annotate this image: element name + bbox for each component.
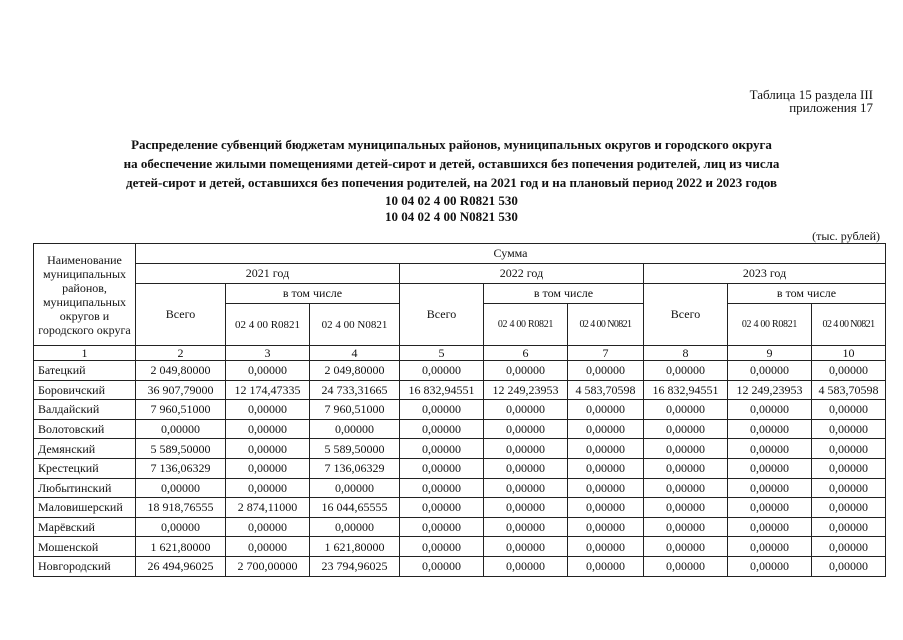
amount-cell: 0,00000: [812, 458, 886, 478]
amount-cell: 0,00000: [568, 419, 644, 439]
amount-cell: 24 733,31665: [310, 380, 400, 400]
amount-cell: 0,00000: [644, 458, 728, 478]
amount-cell: 0,00000: [484, 458, 568, 478]
amount-cell: 0,00000: [812, 537, 886, 557]
amount-cell: 0,00000: [400, 400, 484, 420]
amount-cell: 0,00000: [136, 517, 226, 537]
column-number: 7: [568, 346, 644, 361]
amount-cell: 0,00000: [484, 556, 568, 576]
table-row: [34, 419, 886, 439]
amount-cell: 0,00000: [728, 478, 812, 498]
district-name-cell: Крестецкий: [34, 458, 136, 478]
amount-cell: 0,00000: [226, 439, 310, 459]
column-number: 2: [136, 346, 226, 361]
amount-cell: 16 832,94551: [400, 380, 484, 400]
amount-cell: 2 700,00000: [226, 556, 310, 576]
amount-cell: 0,00000: [310, 419, 400, 439]
amount-cell: 0,00000: [568, 517, 644, 537]
amount-cell: 0,00000: [568, 478, 644, 498]
amount-cell: 0,00000: [644, 537, 728, 557]
district-name-cell: Мошенской: [34, 537, 136, 557]
amount-cell: 0,00000: [812, 556, 886, 576]
amount-cell: 0,00000: [136, 478, 226, 498]
code-header-2023-n: 02 4 00 N0821: [812, 304, 886, 346]
amount-cell: 7 136,06329: [136, 458, 226, 478]
amount-cell: 0,00000: [400, 537, 484, 557]
amount-cell: 0,00000: [728, 556, 812, 576]
district-name-cell: Любытинский: [34, 478, 136, 498]
amount-cell: 12 174,47335: [226, 380, 310, 400]
amount-cell: 0,00000: [568, 498, 644, 518]
amount-cell: 0,00000: [226, 537, 310, 557]
district-name-cell: Демянский: [34, 439, 136, 459]
amount-cell: 0,00000: [568, 400, 644, 420]
table-row: [34, 380, 886, 400]
amount-cell: 0,00000: [728, 498, 812, 518]
including-header-2023: в том числе: [728, 284, 886, 304]
amount-cell: 0,00000: [728, 400, 812, 420]
amount-cell: 0,00000: [568, 439, 644, 459]
amount-cell: 0,00000: [644, 419, 728, 439]
column-number: 10: [812, 346, 886, 361]
column-number: 8: [644, 346, 728, 361]
budget-code-line: 10 04 02 4 00 N0821 530: [385, 209, 518, 224]
amount-cell: 0,00000: [226, 478, 310, 498]
budget-codes: [0, 193, 903, 225]
amount-cell: 0,00000: [226, 517, 310, 537]
amount-cell: 0,00000: [728, 517, 812, 537]
amount-cell: 0,00000: [484, 498, 568, 518]
units-label: (тыс. рублей): [812, 229, 880, 243]
amount-cell: 0,00000: [400, 361, 484, 381]
amount-cell: 7 136,06329: [310, 458, 400, 478]
column-number: 5: [400, 346, 484, 361]
amount-cell: 0,00000: [226, 458, 310, 478]
amount-cell: 0,00000: [484, 478, 568, 498]
table-row: [34, 498, 886, 518]
district-name-header: Наименование муниципальных районов, муниципальных округов и городского округа: [34, 244, 136, 346]
amount-cell: 0,00000: [812, 439, 886, 459]
year-header-2021: 2021 год: [136, 264, 400, 284]
amount-cell: 12 249,23953: [728, 380, 812, 400]
year-header-2022: 2022 год: [400, 264, 644, 284]
table-row: [34, 361, 886, 381]
budget-code-line: 10 04 02 4 00 R0821 530: [385, 193, 518, 208]
amount-cell: 0,00000: [310, 517, 400, 537]
amount-cell: 36 907,79000: [136, 380, 226, 400]
including-header-2021: в том числе: [226, 284, 400, 304]
amount-cell: 1 621,80000: [310, 537, 400, 557]
amount-cell: 0,00000: [644, 361, 728, 381]
column-number: 3: [226, 346, 310, 361]
amount-cell: 0,00000: [226, 361, 310, 381]
amount-cell: 0,00000: [728, 439, 812, 459]
amount-cell: 0,00000: [568, 537, 644, 557]
amount-cell: 23 794,96025: [310, 556, 400, 576]
including-header-2022: в том числе: [484, 284, 644, 304]
amount-cell: 0,00000: [568, 458, 644, 478]
code-header-2022-r: 02 4 00 R0821: [484, 304, 568, 346]
code-header-2022-n: 02 4 00 N0821: [568, 304, 644, 346]
amount-cell: 0,00000: [400, 439, 484, 459]
district-name-cell: Новгородский: [34, 556, 136, 576]
amount-cell: 0,00000: [226, 400, 310, 420]
code-header-2021-r: 02 4 00 R0821: [226, 304, 310, 346]
amount-cell: 2 049,80000: [136, 361, 226, 381]
column-number: 1: [34, 346, 136, 361]
code-header-2023-r: 02 4 00 R0821: [728, 304, 812, 346]
column-number: 6: [484, 346, 568, 361]
amount-cell: 0,00000: [812, 517, 886, 537]
table-reference: [750, 88, 873, 114]
amount-cell: 4 583,70598: [568, 380, 644, 400]
table-row: [34, 556, 886, 576]
amount-cell: 0,00000: [812, 419, 886, 439]
subvention-table: [33, 243, 886, 577]
district-name-cell: Валдайский: [34, 400, 136, 420]
year-header-2023: 2023 год: [644, 264, 886, 284]
total-header-2022: Всего: [400, 284, 484, 346]
column-number: 4: [310, 346, 400, 361]
district-name-cell: Марёвский: [34, 517, 136, 537]
amount-cell: 0,00000: [568, 361, 644, 381]
amount-cell: 5 589,50000: [136, 439, 226, 459]
amount-cell: 0,00000: [812, 478, 886, 498]
amount-cell: 4 583,70598: [812, 380, 886, 400]
amount-cell: 2 049,80000: [310, 361, 400, 381]
amount-cell: 16 044,65555: [310, 498, 400, 518]
amount-cell: 0,00000: [400, 556, 484, 576]
table-row: [34, 439, 886, 459]
table-row: [34, 400, 886, 420]
code-header-2021-n: 02 4 00 N0821: [310, 304, 400, 346]
amount-cell: 0,00000: [728, 458, 812, 478]
appendix-reference-line: приложения 17: [789, 100, 873, 115]
amount-cell: 0,00000: [484, 517, 568, 537]
amount-cell: 0,00000: [400, 458, 484, 478]
amount-cell: 0,00000: [568, 556, 644, 576]
amount-cell: 0,00000: [644, 478, 728, 498]
amount-cell: 0,00000: [226, 419, 310, 439]
column-number-row: [34, 346, 886, 361]
amount-cell: 0,00000: [400, 517, 484, 537]
amount-cell: 0,00000: [644, 498, 728, 518]
column-number: 9: [728, 346, 812, 361]
amount-cell: 0,00000: [644, 517, 728, 537]
amount-cell: 0,00000: [812, 400, 886, 420]
amount-cell: 18 918,76555: [136, 498, 226, 518]
amount-cell: 0,00000: [310, 478, 400, 498]
table-row: [34, 458, 886, 478]
amount-cell: 0,00000: [484, 439, 568, 459]
amount-cell: 0,00000: [812, 361, 886, 381]
table-row: [34, 517, 886, 537]
amount-cell: 0,00000: [400, 419, 484, 439]
amount-cell: 0,00000: [136, 419, 226, 439]
amount-cell: 0,00000: [728, 361, 812, 381]
amount-cell: 0,00000: [644, 556, 728, 576]
document-title: [40, 135, 863, 192]
amount-cell: 2 874,11000: [226, 498, 310, 518]
amount-cell: 0,00000: [644, 439, 728, 459]
total-header-2023: Всего: [644, 284, 728, 346]
amount-cell: 0,00000: [484, 419, 568, 439]
table-reference-line: Таблица 15 раздела III: [749, 87, 873, 102]
amount-cell: 26 494,96025: [136, 556, 226, 576]
district-name-cell: Маловишерский: [34, 498, 136, 518]
total-header-2021: Всего: [136, 284, 226, 346]
district-name-cell: Батецкий: [34, 361, 136, 381]
district-name-cell: Волотовский: [34, 419, 136, 439]
amount-cell: 0,00000: [644, 400, 728, 420]
amount-cell: 12 249,23953: [484, 380, 568, 400]
amount-cell: 0,00000: [728, 419, 812, 439]
table-row: [34, 537, 886, 557]
amount-cell: 0,00000: [484, 400, 568, 420]
amount-cell: 0,00000: [484, 537, 568, 557]
title-line: на обеспечение жилыми помещениями детей-сирот и детей, оставшихся без попечения родителей, лиц из числа: [123, 156, 780, 171]
table-row: [34, 478, 886, 498]
district-name-cell: Боровичский: [34, 380, 136, 400]
amount-cell: 0,00000: [400, 498, 484, 518]
amount-cell: 0,00000: [400, 478, 484, 498]
amount-cell: 5 589,50000: [310, 439, 400, 459]
title-line: Распределение субвенций бюджетам муниципальных районов, муниципальных округов и городского округа: [131, 137, 772, 152]
amount-cell: 7 960,51000: [136, 400, 226, 420]
table-body: [34, 361, 886, 577]
amount-cell: 7 960,51000: [310, 400, 400, 420]
amount-cell: 1 621,80000: [136, 537, 226, 557]
title-line: детей-сирот и детей, оставшихся без попечения родителей, на 2021 год и на плановый период 2022 и 2023 годов: [126, 175, 777, 190]
amount-cell: 0,00000: [484, 361, 568, 381]
amount-cell: 0,00000: [728, 537, 812, 557]
amount-cell: 16 832,94551: [644, 380, 728, 400]
sum-header: Сумма: [136, 244, 886, 264]
amount-cell: 0,00000: [812, 498, 886, 518]
